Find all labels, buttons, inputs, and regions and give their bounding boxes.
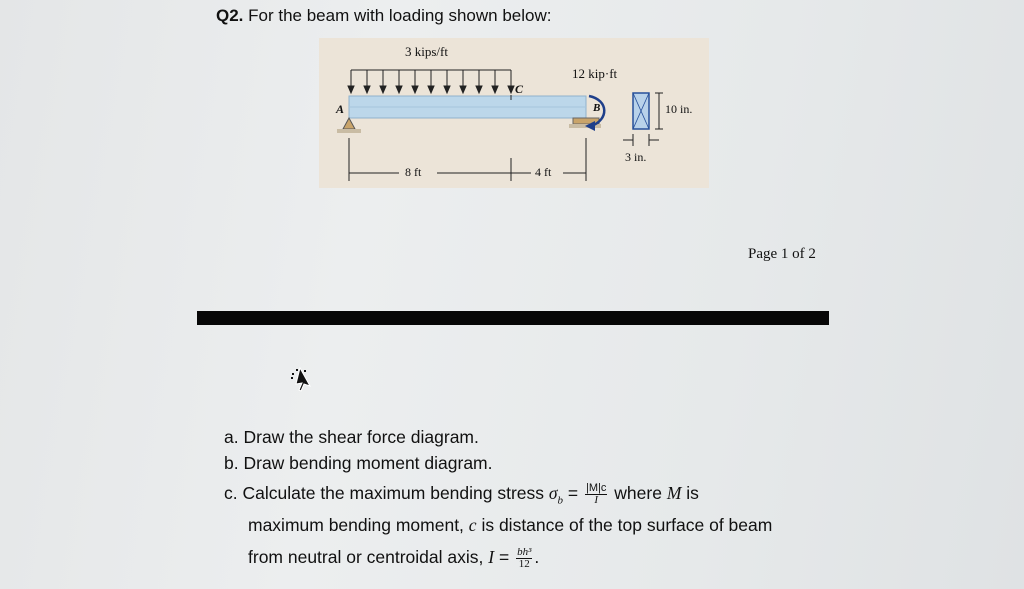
support-a-ground	[337, 129, 361, 133]
distributed-load-label: 3 kips/ft	[405, 44, 448, 59]
beam-figure	[319, 38, 709, 188]
span-ac-label: 8 ft	[405, 165, 422, 179]
item-c-var-m: M	[666, 483, 682, 503]
item-c-var-i: I	[488, 547, 495, 567]
inertia-numerator: bh³	[517, 545, 532, 558]
question-prompt: For the beam with loading shown below:	[248, 6, 552, 25]
item-c-i-eq: =	[498, 547, 510, 567]
load-arrows	[348, 70, 514, 93]
label-c: C	[515, 82, 524, 96]
item-c-text-2: where	[614, 483, 662, 503]
section-height-label: 10 in.	[665, 102, 693, 116]
item-a-text: Draw the shear force diagram.	[243, 427, 479, 447]
fraction-denominator: I	[594, 493, 599, 506]
page-divider	[197, 311, 829, 325]
question-title	[216, 6, 551, 26]
item-c-line-3	[248, 546, 539, 570]
item-c-line2-b: is distance of the top surface of beam	[481, 515, 773, 535]
move-cursor-icon	[288, 364, 314, 399]
item-a	[224, 426, 479, 448]
item-c-text-3: is	[686, 483, 699, 503]
item-b-text: Draw bending moment diagram.	[243, 453, 493, 473]
moment-of-inertia-fraction	[516, 547, 532, 570]
width-dimension	[623, 134, 659, 146]
question-number: Q2.	[216, 6, 244, 25]
item-c-line3-a: from neutral or centroidal axis,	[248, 547, 484, 567]
label-a: A	[336, 102, 345, 116]
label-b: B	[593, 102, 601, 114]
distributed-load	[348, 70, 514, 93]
span-cb-label: 4 ft	[535, 165, 552, 179]
inertia-denominator: 12	[518, 557, 530, 570]
moment-label: 12 kip·ft	[572, 66, 618, 81]
section-width-label: 3 in.	[625, 150, 647, 164]
item-c-sub-b: b	[557, 494, 564, 507]
item-a-label: a.	[224, 427, 239, 447]
page-number: Page 1 of 2	[748, 246, 816, 262]
support-a-pin	[343, 118, 355, 129]
item-c-end: .	[534, 547, 540, 567]
item-c	[224, 482, 699, 512]
item-c-label: c.	[224, 483, 238, 503]
item-c-text-1: Calculate the maximum bending stress	[242, 483, 545, 503]
item-c-var-c: c	[468, 515, 477, 535]
bending-stress-fraction	[585, 483, 607, 506]
item-c-eq: =	[567, 483, 579, 503]
item-b-label: b.	[224, 453, 239, 473]
item-c-line-2	[248, 514, 772, 536]
item-b	[224, 452, 493, 474]
beam-diagram	[319, 38, 709, 188]
height-dimension	[655, 93, 663, 129]
fraction-numerator: |M|c	[586, 481, 607, 494]
item-c-sigma: σ	[548, 483, 558, 503]
item-c-line2-a: maximum bending moment,	[248, 515, 464, 535]
